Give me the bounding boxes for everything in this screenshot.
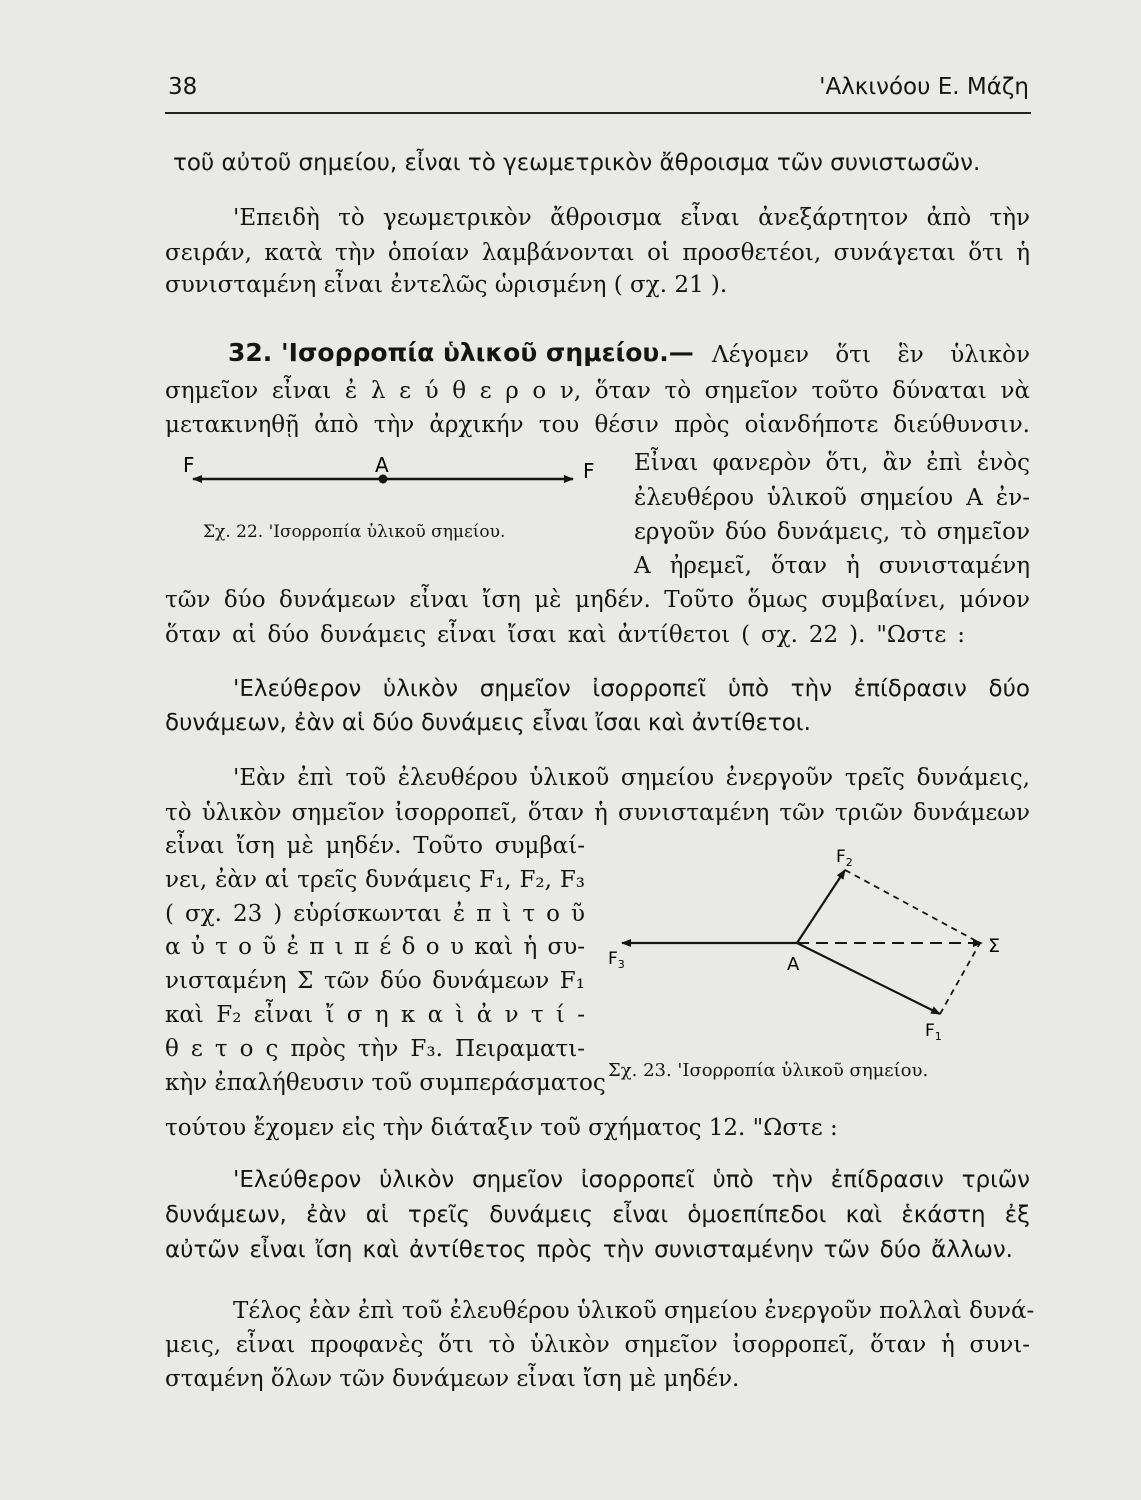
text-line: δυνάμεων, ἐὰν αἱ τρεῖς δυνάμεις εἶναι ὁμοεπίπεδοι καὶ ἑκάστη ἐξ <box>165 1202 1030 1228</box>
figure-23-caption: Σχ. 23. 'Ισορροπία ὑλικοῦ σημείου. <box>608 1060 929 1081</box>
text-line: τοῦ αὐτοῦ σημείου, εἶναι τὸ γεωμετρικὸν ἄθροισμα τῶν συνιστωσῶν. <box>173 150 981 176</box>
figure-22-caption: Σχ. 22. 'Ισορροπία ὑλικοῦ σημείου. <box>203 522 506 542</box>
parallelogram-side-lower <box>940 943 980 1014</box>
fig23-label-a: A <box>787 954 800 975</box>
figure-23 <box>600 840 1020 1043</box>
text-line: τούτου ἔχομεν εἰς τὴν διάταξιν τοῦ σχήματος 12. "Ωστε : <box>165 1115 838 1141</box>
text-line: τῶν δύο δυνάμεων εἶναι ἴση μὲ μηδέν. Τοῦτο ὅμως συμβαίνει, μόνον <box>165 587 1030 613</box>
text-line: αὐτῶν εἶναι ἴση καὶ ἀντίθετος πρὸς τὴν συνισταμένην τῶν δύο ἄλλων. <box>165 1237 1013 1263</box>
text-line: θ ε τ ο ς πρὸς τὴν F₃. Πειραματι- <box>165 1036 585 1062</box>
fig22-label-a: A <box>375 453 389 477</box>
text-line: συνισταμένη εἶναι ἐντελῶς ὡρισμένη ( σχ. 21 ). <box>165 272 728 298</box>
text-line: Λέγομεν ὅτι ἓν ὑλικὸν <box>712 342 1030 368</box>
text-line: δυνάμεων, ἐὰν αἱ δύο δυνάμεις εἶναι ἴσαι καὶ ἀντίθετοι. <box>165 710 811 736</box>
fig23-label-f2: $F_2$ <box>836 847 853 869</box>
section-heading <box>228 338 694 369</box>
text-line: ὅταν αἱ δύο δυνάμεις εἶναι ἴσαι καὶ ἀντίθετοι ( σχ. 22 ). "Ωστε : <box>165 622 965 648</box>
text-line: νισταμένη Σ τῶν δύο δυνάμεων F₁ <box>165 968 585 994</box>
text-line: σειράν, κατὰ τὴν ὁποίαν λαμβάνονται οἱ προσθετέοι, συνάγεται ὅτι ἡ <box>165 240 1030 266</box>
text-line: Α ἠρεμεῖ, ὅταν ἡ συνισταμένη <box>634 553 1030 579</box>
fig22-label-f-left: F <box>183 453 195 477</box>
text-line: ( σχ. 23 ) εὑρίσκωνται ἐ π ὶ τ ο ῦ <box>165 901 585 927</box>
text-line: σημεῖον εἶναι ἐ λ ε ύ θ ε ρ ο ν, ὅταν τὸ σημεῖον τοῦτο δύναται νὰ <box>165 378 1030 404</box>
text-line: 'Ελεύθερον ὑλικὸν σημεῖον ἰσορροπεῖ ὑπὸ τὴν ἐπίδρασιν δύο <box>233 676 1030 702</box>
fig23-label-f3: $F_3$ <box>608 949 625 971</box>
figure-22 <box>175 450 605 500</box>
text-line: εἶναι ἴση μὲ μηδέν. Τοῦτο συμβαί- <box>165 833 585 859</box>
force-f1-arrow <box>797 943 940 1014</box>
running-title: 'Αλκινόου Ε. Μάζη <box>819 74 1029 100</box>
text-line: 'Ελεύθερον ὑλικὸν σημεῖον ἰσορροπεῖ ὑπὸ τὴν ἐπίδρασιν τριῶν <box>233 1167 1030 1193</box>
force-f2-arrow <box>797 870 845 943</box>
text-line: Τέλος ἐὰν ἐπὶ τοῦ ἐλευθέρου ὑλικοῦ σημείου ἐνεργοῦν πολλαὶ δυνά- <box>233 1298 1035 1324</box>
text-line: Εἶναι φανερὸν ὅτι, ἂν ἐπὶ ἑνὸς <box>634 450 1030 476</box>
section-title: 32. 'Ισορροπία ὑλικοῦ σημείου.— <box>228 338 694 367</box>
text-line: 'Επειδὴ τὸ γεωμετρικὸν ἄθροισμα εἶναι ἀνεξάρτητον ἀπὸ τὴν <box>233 205 1030 231</box>
fig22-label-f-right: F <box>583 459 595 483</box>
text-line: κὴν ἐπαλήθευσιν τοῦ συμπεράσματος <box>165 1070 606 1096</box>
parallelogram-side-upper <box>845 870 980 943</box>
header-rule <box>165 112 1031 114</box>
text-line: ἐλευθέρου ὑλικοῦ σημείου Α ἐν- <box>634 485 1030 511</box>
text-line: σταμένη ὅλων τῶν δυνάμεων εἶναι ἴση μὲ μηδέν. <box>165 1366 740 1392</box>
text-line: α ὐ τ ο ῦ ἐ π ι π έ δ ο υ καὶ ἡ συ- <box>165 934 585 960</box>
text-line: νει, ἐὰν αἱ τρεῖς δυνάμεις F₁, F₂, F₃ <box>165 867 585 893</box>
text-line: καὶ F₂ εἶναι ἴ σ η κ α ὶ ἀ ν τ ί - <box>165 1002 585 1028</box>
text-line: μεις, εἶναι προφανὲς ὅτι τὸ ὑλικὸν σημεῖον ἰσορροπεῖ, ὅταν ἡ συνι- <box>165 1332 1030 1358</box>
text-line: μετακινηθῇ ἀπὸ τὴν ἀρχικήν του θέσιν πρὸς οἱανδήποτε διεύθυνσιν. <box>165 412 1030 438</box>
text-line: εργοῦν δύο δυνάμεις, τὸ σημεῖον <box>634 519 1030 545</box>
fig23-label-sigma: Σ <box>988 935 1001 957</box>
page-number: 38 <box>168 74 198 100</box>
text-line: 'Εὰν ἐπὶ τοῦ ἐλευθέρου ὑλικοῦ σημείου ἐνεργοῦν τρεῖς δυνάμεις, <box>233 765 1030 791</box>
fig23-label-f1: $F_1$ <box>925 1021 942 1043</box>
text-line: τὸ ὑλικὸν σημεῖον ἰσορροπεῖ, ὅταν ἡ συνισταμένη τῶν τριῶν δυνάμεων <box>165 800 1030 826</box>
